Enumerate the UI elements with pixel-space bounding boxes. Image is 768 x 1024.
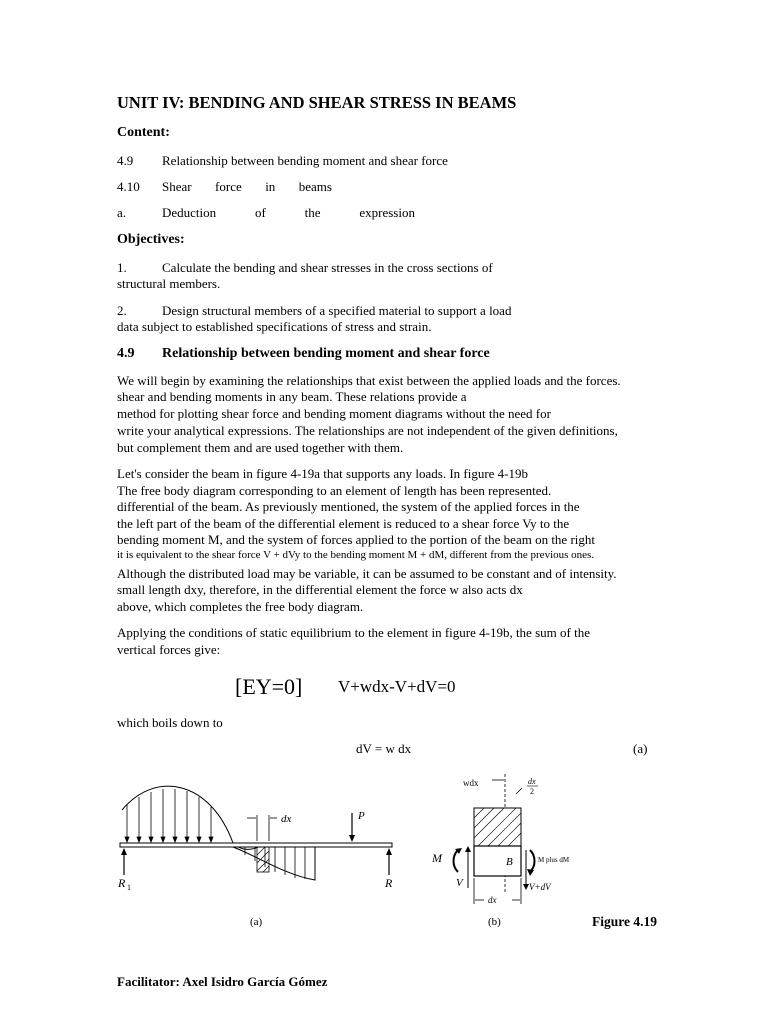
content-item-2	[117, 179, 332, 195]
content-item-2-word: beams	[298, 179, 332, 194]
content-item-3-word: expression	[359, 205, 415, 220]
objective-2-text: Design structural members of a specified material to support a load	[162, 303, 512, 318]
section-title: Relationship between bending moment and shear force	[162, 346, 490, 361]
objective-2-line1	[117, 303, 511, 319]
paragraph-1-line: method for plotting shear force and bending moment diagrams without the need for	[117, 406, 551, 421]
paragraph-2-line: it is equivalent to the shear force V + dVy to the bending moment M + dM, different from the previous ones.	[117, 549, 595, 561]
paragraph-2-line: The free body diagram corresponding to an element of length has been represented.	[117, 483, 552, 498]
paragraph-2-line: bending moment M, and the system of forces applied to the portion of the beam on the right	[117, 532, 596, 547]
objectives-heading: Objectives:	[117, 232, 185, 247]
content-heading: Content:	[117, 125, 170, 140]
label-v: V	[456, 877, 463, 889]
figure-sub-b: (b)	[488, 916, 501, 928]
figure-caption: Figure 4.19	[592, 914, 657, 929]
paragraph-1-line: write your analytical expressions. The relationships are not independent of the given definitions,	[117, 423, 618, 438]
content-item-1-text: Relationship between bending moment and shear force	[162, 153, 448, 168]
equation-sum-forces: [EY=0]	[235, 674, 303, 699]
label-dx-top: dx	[528, 777, 536, 786]
boils-down-text: which boils down to	[117, 715, 223, 730]
label-dx-a: dx	[281, 813, 292, 825]
figure-free-body	[430, 772, 600, 907]
objective-1-line2: structural members.	[117, 276, 221, 291]
paragraph-3-line: vertical forces give:	[117, 642, 221, 657]
page-title: UNIT IV: BENDING AND SHEAR STRESS IN BEAMS	[117, 93, 517, 112]
content-item-3-word: the	[304, 205, 321, 220]
content-item-3	[117, 205, 415, 221]
label-r1: R	[118, 876, 126, 890]
paragraph-2-line: above, which completes the free body diagram.	[117, 599, 364, 614]
label-r: R	[385, 876, 393, 890]
section-heading	[117, 346, 490, 362]
label-p: P	[358, 810, 365, 822]
objective-2-line2: data subject to established specifications of stress and strain.	[117, 319, 432, 334]
label-m-plus-dm: M plus dM	[538, 856, 570, 864]
paragraph-1-line: but complement them and are used together with them.	[117, 440, 404, 455]
objective-1-line1	[117, 260, 493, 276]
paragraph-2-line: small length dxy, therefore, in the differential element the force w also acts dx	[117, 582, 523, 597]
paragraph-1-line: We will begin by examining the relationships that exist between the applied loads and the forces.	[117, 373, 621, 388]
section-num: 4.9	[117, 346, 135, 361]
label-b: B	[506, 856, 513, 868]
figure-beam-diagram	[115, 775, 405, 900]
content-item-3-word: Deduction	[162, 205, 217, 220]
content-item-2-word: force	[215, 179, 242, 194]
paragraph-1-line: shear and bending moments in any beam. These relations provide a	[117, 389, 467, 404]
equation-vertical-forces: V+wdx-V+dV=0	[338, 677, 456, 696]
paragraph-2-line: Let's consider the beam in figure 4-19a that supports any loads. In figure 4-19b	[117, 466, 529, 481]
content-item-2-word: Shear	[162, 179, 192, 194]
equation-dv: dV = w dx	[356, 741, 412, 756]
label-r1-sub: 1	[127, 883, 131, 892]
label-two: 2	[530, 787, 534, 796]
paragraph-2-line: differential of the beam. As previously mentioned, the system of the applied forces in the	[117, 499, 580, 514]
paragraph-2-line: the left part of the beam of the differential element is reduced to a shear force Vy to the	[117, 516, 570, 531]
objective-2-num: 2.	[117, 303, 127, 318]
equation-tag: (a)	[633, 741, 648, 756]
label-m: M	[432, 851, 442, 865]
label-v-plus-dv: V+dV	[529, 882, 551, 892]
paragraph-3-line: Applying the conditions of static equilibrium to the element in figure 4-19b, the sum of the	[117, 625, 590, 640]
objective-1-text: Calculate the bending and shear stresses in the cross sections of	[162, 260, 493, 275]
figure-sub-a: (a)	[250, 916, 263, 928]
content-item-3-num: a.	[117, 205, 127, 220]
label-wdx: wdx	[463, 778, 479, 788]
content-item-2-num: 4.10	[117, 179, 140, 194]
content-item-2-word: in	[265, 179, 276, 194]
page-footer: Facilitator: Axel Isidro García Gómez	[117, 974, 328, 989]
content-item-3-word: of	[254, 205, 266, 220]
paragraph-2-line: Although the distributed load may be variable, it can be assumed to be constant and of intensity.	[117, 566, 617, 581]
objective-1-num: 1.	[117, 260, 127, 275]
content-item-1-num: 4.9	[117, 153, 134, 168]
label-dx-bottom: dx	[488, 895, 497, 905]
content-item-1	[117, 153, 448, 169]
